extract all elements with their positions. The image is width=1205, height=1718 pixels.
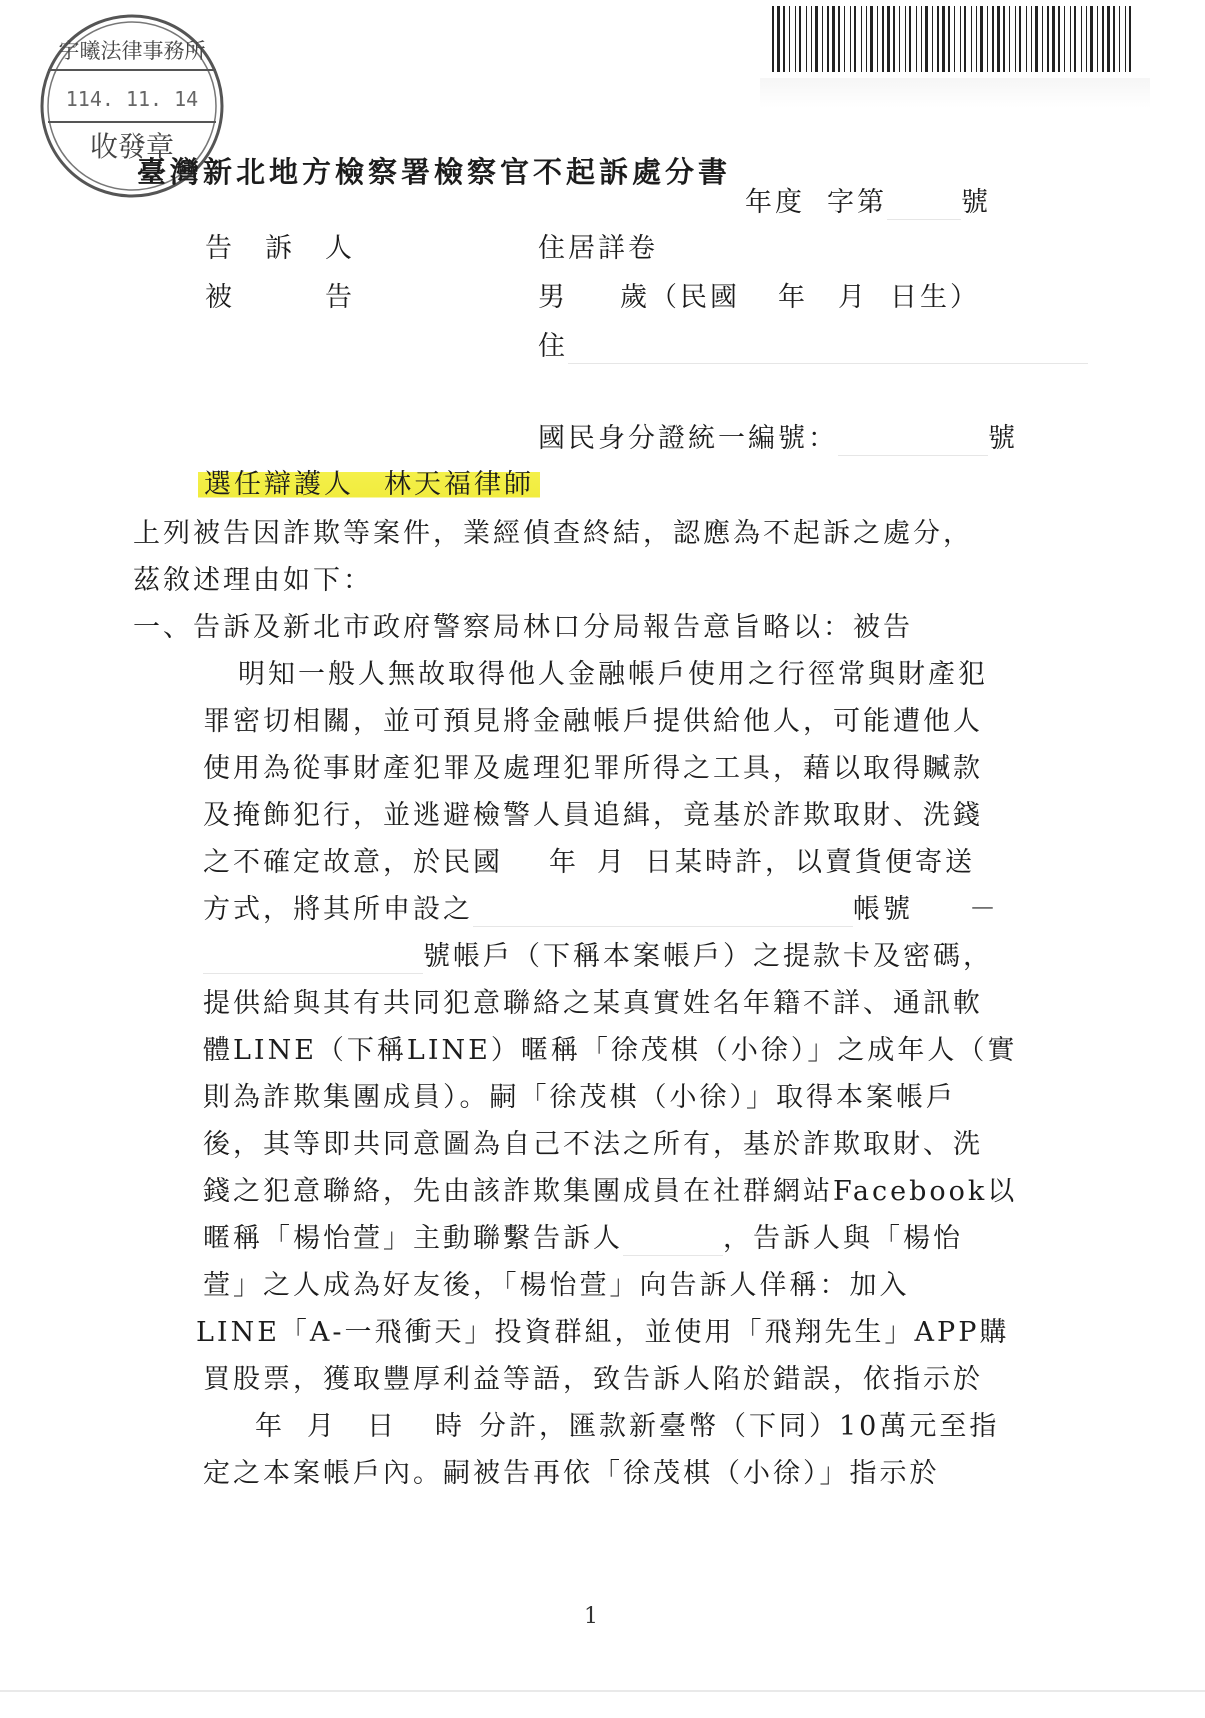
text-span: 日 bbox=[367, 1411, 397, 1442]
body-line: 罪密切相關，並可預見將金融帳戶提供給他人，可能遭他人 bbox=[203, 706, 983, 737]
case-num: 號 bbox=[961, 187, 991, 218]
body-line: 及掩飾犯行，並逃避檢警人員追緝，竟基於詐欺取財、洗錢 bbox=[203, 800, 983, 831]
text-span: ，告訴人與「楊怡 bbox=[723, 1223, 963, 1254]
barcode-bar bbox=[992, 6, 994, 72]
complainant-label: 告 訴 人 bbox=[205, 233, 355, 264]
barcode-bar bbox=[1070, 6, 1071, 72]
text-span: 月 bbox=[597, 847, 627, 878]
defendant-id bbox=[538, 422, 1018, 456]
text-span: 時 bbox=[435, 1411, 465, 1442]
barcode-bar bbox=[1031, 6, 1032, 72]
barcode-bar bbox=[887, 6, 890, 72]
defendant-birth-month: 月 bbox=[838, 282, 868, 313]
text-span: 暱稱「楊怡萱」主動聯繫告訴人 bbox=[203, 1223, 623, 1254]
barcode-bar bbox=[1074, 6, 1076, 72]
body-line: 則為詐欺集團成員）。嗣「徐茂棋（小徐）」取得本案帳戶 bbox=[203, 1082, 956, 1113]
barcode-bar bbox=[964, 6, 966, 72]
barcode-bar bbox=[960, 6, 961, 72]
barcode-bar bbox=[1102, 6, 1104, 72]
defendant-birth-prefix: （民國 bbox=[650, 282, 740, 313]
barcode-bar bbox=[783, 6, 785, 72]
barcode-bar bbox=[866, 6, 867, 72]
page-number: 1 bbox=[584, 1604, 598, 1629]
barcode-bar bbox=[997, 6, 1000, 72]
barcode-bar bbox=[827, 6, 829, 72]
barcode-bar bbox=[799, 6, 801, 72]
body-line: 提供給與其有共同犯意聯絡之某真實姓名年籍不詳、通訊軟 bbox=[203, 988, 983, 1019]
barcode-bar bbox=[1090, 6, 1093, 72]
barcode-bar bbox=[909, 6, 911, 72]
barcode-bar bbox=[1035, 6, 1038, 72]
id-suffix: 號 bbox=[988, 423, 1018, 454]
case-char: 字第 bbox=[827, 187, 887, 218]
barcode-bar bbox=[1009, 6, 1010, 72]
barcode-bar bbox=[850, 6, 851, 72]
case-year: 年度 bbox=[745, 187, 805, 218]
case-number bbox=[745, 186, 991, 220]
complainant-residence: 住居詳卷 bbox=[538, 233, 658, 264]
defendant-info bbox=[538, 281, 980, 315]
stamp-label: 收發章 bbox=[89, 130, 175, 163]
barcode-bar bbox=[1086, 6, 1087, 72]
barcode-bar bbox=[870, 6, 873, 72]
body-line: 定之本案帳戶內。嗣被告再依「徐茂棋（小徐）」指示於 bbox=[203, 1458, 940, 1489]
barcode-bar bbox=[942, 6, 945, 72]
barcode-bar bbox=[838, 6, 840, 72]
defense-counsel bbox=[198, 468, 540, 502]
text-span: 帳號 bbox=[853, 894, 913, 925]
barcode-bar bbox=[1052, 6, 1055, 72]
barcode-bar bbox=[1047, 6, 1049, 72]
defendant-birth-day: 日生） bbox=[890, 282, 980, 313]
body-line: 錢之犯意聯絡，先由該詐欺集團成員在社群網站Facebook以 bbox=[203, 1176, 1018, 1207]
barcode-bar bbox=[971, 6, 972, 72]
stamp-office: 宇曦法律事務所 bbox=[58, 39, 206, 63]
body-line: 後，其等即共同意圖為自己不法之所有，基於詐欺取財、洗 bbox=[203, 1129, 983, 1160]
body-line bbox=[203, 1222, 963, 1256]
page-edge bbox=[0, 1690, 1205, 1692]
body-line: 使用為從事財產犯罪及處理犯罪所得之工具，藉以取得贓款 bbox=[203, 753, 983, 784]
barcode-bar bbox=[932, 6, 933, 72]
body-line bbox=[203, 1410, 999, 1444]
barcode-bar bbox=[980, 6, 983, 72]
body-line bbox=[203, 893, 999, 927]
barcode-bar bbox=[1003, 6, 1005, 72]
barcode-bar bbox=[893, 6, 895, 72]
barcode-bar bbox=[1097, 6, 1098, 72]
barcode-bar bbox=[1081, 6, 1082, 72]
text-span: 日某時許，以賣貨便寄送 bbox=[645, 847, 975, 878]
text-span: 年 bbox=[255, 1411, 285, 1442]
defendant-birth-year: 年 bbox=[778, 282, 808, 313]
body-line bbox=[203, 846, 975, 880]
barcode-bar bbox=[1113, 6, 1115, 72]
id-label: 國民身分證統一編號： bbox=[538, 423, 838, 454]
defendant-label: 被 告 bbox=[205, 282, 355, 313]
document-title: 臺灣新北地方檢察署檢察官不起訴處分書 bbox=[137, 155, 732, 189]
body-line: 茲敘述理由如下： bbox=[133, 565, 373, 596]
body-line bbox=[203, 940, 993, 974]
text-span: 之不確定故意，於民國 bbox=[203, 847, 503, 878]
barcode-bar bbox=[921, 6, 922, 72]
barcode-bar bbox=[954, 6, 955, 72]
barcode-bar bbox=[795, 6, 796, 72]
body-line: 萱」之人成為好友後，「楊怡萱」向告訴人佯稱：加入 bbox=[203, 1270, 910, 1301]
barcode-bar bbox=[1064, 6, 1065, 72]
barcode-bar bbox=[1042, 6, 1043, 72]
barcode-bar bbox=[777, 6, 780, 72]
barcode-bar bbox=[832, 6, 835, 72]
barcode-bar bbox=[1019, 6, 1021, 72]
barcode-bar bbox=[948, 6, 950, 72]
body-line: 體LINE（下稱LINE）暱稱「徐茂棋（小徐）」之成年人（實 bbox=[203, 1035, 1018, 1066]
barcode-bar bbox=[1015, 6, 1016, 72]
barcode-bar bbox=[861, 6, 862, 72]
barcode-bar bbox=[877, 6, 878, 72]
body-line: 上列被告因詐欺等案件，業經偵查終結，認應為不起訴之處分， bbox=[133, 518, 973, 549]
barcode bbox=[770, 6, 1136, 72]
stamp-date: 114. 11. 14 bbox=[65, 87, 199, 111]
barcode-bar bbox=[806, 6, 807, 72]
text-span: 號帳戶（下稱本案帳戶）之提款卡及密碼， bbox=[423, 941, 993, 972]
text-span: 月 bbox=[307, 1411, 337, 1442]
text-span: 年 bbox=[549, 847, 579, 878]
barcode-bar bbox=[822, 6, 823, 72]
barcode-bar bbox=[987, 6, 988, 72]
barcode-bar bbox=[976, 6, 977, 72]
barcode-bar bbox=[1125, 6, 1126, 72]
barcode-bar bbox=[1058, 6, 1060, 72]
body-line: 明知一般人無故取得他人金融帳戶使用之行徑常與財產犯 bbox=[238, 659, 988, 690]
barcode-bar bbox=[789, 6, 790, 72]
barcode-bar bbox=[882, 6, 884, 72]
defendant-age: 歲 bbox=[620, 282, 650, 313]
barcode-bar bbox=[815, 6, 818, 72]
barcode-shadow bbox=[760, 78, 1150, 108]
barcode-bar bbox=[854, 6, 856, 72]
barcode-bar bbox=[1107, 6, 1110, 72]
defendant-sex: 男 bbox=[538, 282, 568, 313]
barcode-bar bbox=[811, 6, 812, 72]
counsel-highlight: 選任辯護人 林天福律師 bbox=[198, 469, 540, 500]
barcode-bar bbox=[937, 6, 939, 72]
barcode-bar bbox=[916, 6, 917, 72]
barcode-bar bbox=[1026, 6, 1027, 72]
body-line: 買股票，獲取豐厚利益等語，致告訴人陷於錯誤，依指示於 bbox=[203, 1364, 983, 1395]
barcode-bar bbox=[844, 6, 845, 72]
defendant-address bbox=[538, 330, 1088, 364]
barcode-bar bbox=[905, 6, 906, 72]
barcode-bar bbox=[1129, 6, 1131, 72]
barcode-bar bbox=[925, 6, 928, 72]
body-line: 一、告訴及新北市政府警察局林口分局報告意旨略以：被告 bbox=[133, 612, 913, 643]
address-label: 住 bbox=[538, 331, 568, 362]
text-span: 分許，匯款新臺幣（下同）10萬元至指 bbox=[479, 1411, 1000, 1442]
barcode-bar bbox=[772, 6, 774, 72]
body-line: LINE「A-一飛衝天」投資群組，並使用「飛翔先生」APP購 bbox=[196, 1317, 1010, 1348]
barcode-bar bbox=[899, 6, 900, 72]
barcode-bar bbox=[1119, 6, 1120, 72]
text-span: 方式，將其所申設之 bbox=[203, 894, 473, 925]
text-span: － bbox=[969, 894, 999, 925]
